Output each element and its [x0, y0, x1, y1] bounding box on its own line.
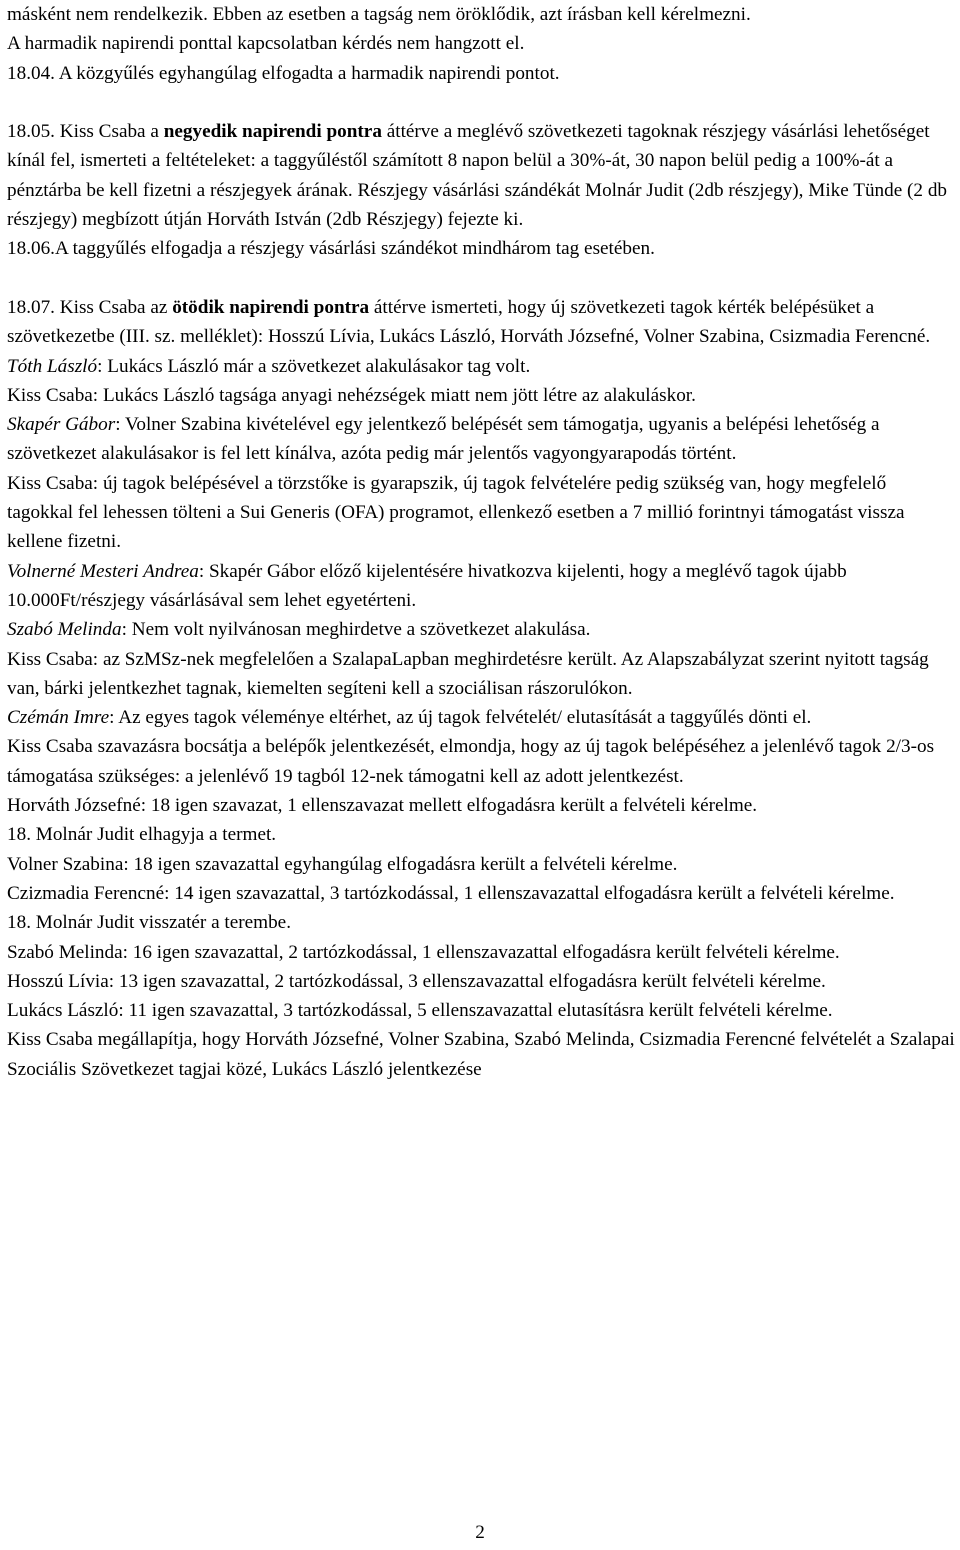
- text-run: 18.07. Kiss Csaba az: [7, 296, 173, 318]
- paragraph: [7, 850, 955, 879]
- paragraph: [7, 645, 955, 704]
- text-run: 18. Molnár Judit elhagyja a termet.: [7, 824, 277, 846]
- paragraph: [7, 352, 955, 381]
- text-run: másként nem rendelkezik. Ebben az esetben a tagság nem öröklődik, azt írásban kell kérelmezni.: [7, 4, 751, 25]
- page-number: 2: [475, 1522, 485, 1543]
- paragraph: [7, 381, 955, 410]
- text-run: : Skapér Gábor előző kijelentésére hivatkozva kijelenti, hogy a meglévő tagok újabb 10.000Ft/részjegy vásárlásával sem lehet egyetérteni.: [7, 560, 847, 611]
- text-run: Kiss Csaba szavazásra bocsátja a belépők jelentkezését, elmondja, hogy az új tagok belépéséhez a jelenlévő tagok 2/3-os támogatása szükséges: a jelenlévő 19 tagból 12-nek támogatni kell az adott jelentkezést.: [7, 736, 935, 787]
- text-run: : Lukács László már a szövetkezet alakulásakor tag volt.: [97, 355, 531, 377]
- text-run: Lukács László: 11 igen szavazattal, 3 tartózkodással, 5 ellenszavazattal elutasításra került felvételi kérelme.: [7, 1000, 833, 1022]
- text-run: Kiss Csaba: Lukács László tagsága anyagi nehézségek miatt nem jött létre az alakuláskor.: [7, 384, 696, 406]
- paragraph: [7, 1025, 955, 1084]
- paragraph: [7, 938, 955, 967]
- paragraph: [7, 234, 955, 263]
- paragraph: [7, 117, 955, 234]
- text-run: Hosszú Lívia: 13 igen szavazattal, 2 tartózkodással, 3 ellenszavazattal elfogadásra került felvételi kérelme.: [7, 970, 826, 992]
- paragraph: [7, 59, 955, 88]
- paragraph: [7, 732, 955, 791]
- text-run: 18.05. Kiss Csaba a: [7, 121, 164, 143]
- paragraph: [7, 967, 955, 996]
- text-run: A harmadik napirendi ponttal kapcsolatban kérdés nem hangzott el.: [7, 33, 525, 55]
- speaker-name: Volnerné Mesteri Andrea: [7, 560, 199, 582]
- paragraph: [7, 615, 955, 644]
- bold-text: negyedik napirendi pontra: [163, 121, 382, 143]
- paragraph: [7, 0, 955, 29]
- text-run: 18.04. A közgyűlés egyhangúlag elfogadta a harmadik napirendi pontot.: [7, 62, 560, 84]
- paragraph: [7, 703, 955, 732]
- speaker-name: Szabó Melinda: [7, 619, 122, 641]
- speaker-name: Czémán Imre: [7, 707, 110, 729]
- text-run: : Nem volt nyilvánosan meghirdetve a szövetkezet alakulása.: [121, 619, 591, 641]
- paragraph: [7, 791, 955, 820]
- text-run: : Volner Szabina kivételével egy jelentkező belépését sem támogatja, ugyanis a belépési lehetőség a szövetkezet alakulásakor is fel lett kínálva, azóta pedig már jelentős vagyongyarapodás történt.: [7, 414, 880, 465]
- paragraph: [7, 29, 955, 58]
- text-run: áttérve ismerteti, hogy új szövetkezeti tagok kérték belépésüket a szövetkezetbe (III. sz. melléklet): Hosszú Lívia, Lukács László, Horváth Józsefné, Volner Szabina, Csizmadia Ferencné.: [7, 296, 931, 348]
- blank-line: [7, 88, 955, 117]
- text-run: áttérve a meglévő szövetkezeti tagoknak részjegy vásárlási lehetőséget kínál fel, ismerteti a feltételeket: a taggyűléstől számított 8 napon belül a 30%-át, 30 napon belül pedig a 100%-át a pénztárba be kell fizetni a részjegyek árának. Részjegy vásárlási szándékát Molnár Judit (2db részjegy), Mike Tünde (2 db részjegy) megbízott útján Horváth István (2db Részjegy) fejezte ki.: [7, 121, 948, 231]
- text-run: Volner Szabina: 18 igen szavazattal egyhangúlag elfogadásra került a felvételi kérelme.: [7, 853, 678, 875]
- speaker-name: Tóth László: [7, 355, 98, 377]
- text-run: Kiss Csaba: az SzMSz-nek megfelelően a SzalapaLapban meghirdetésre került. Az Alapszabályzat szerint nyitott tagság van, bárki jelentkezhet tagnak, kiemelten segíteni kell a szociálisan rászorulókon.: [7, 648, 929, 699]
- paragraph: [7, 908, 955, 937]
- paragraph: [7, 996, 955, 1025]
- speaker-name: Skapér Gábor: [7, 414, 116, 436]
- paragraph: [7, 410, 955, 469]
- paragraph: [7, 469, 955, 557]
- paragraph: [7, 820, 955, 849]
- text-run: 18.06.A taggyűlés elfogadja a részjegy vásárlási szándékot mindhárom tag esetében.: [7, 238, 655, 260]
- text-run: Kiss Csaba: új tagok belépésével a törzstőke is gyarapszik, új tagok felvételére pedig szükség van, hogy megfelelő tagokkal fel lehessen tölteni a Sui Generis (OFA) programot, ellenkező esetben a 7 millió forintnyi támogatást vissza kellene fizetni.: [7, 472, 905, 553]
- paragraph: [7, 293, 955, 352]
- blank-line: [7, 264, 955, 293]
- text-run: Szabó Melinda: 16 igen szavazattal, 2 tartózkodással, 1 ellenszavazattal elfogadásra került felvételi kérelme.: [7, 941, 840, 963]
- text-run: 18. Molnár Judit visszatér a terembe.: [7, 912, 291, 934]
- text-run: Horváth Józsefné: 18 igen szavazat, 1 ellenszavazat mellett elfogadásra került a felvételi kérelme.: [7, 795, 758, 817]
- paragraph: [7, 879, 955, 908]
- document-body: [7, 0, 955, 1084]
- text-run: Czizmadia Ferencné: 14 igen szavazattal, 3 tartózkodással, 1 ellenszavazattal elfogadásra került a felvételi kérelme.: [7, 882, 895, 904]
- text-run: Kiss Csaba megállapítja, hogy Horváth Józsefné, Volner Szabina, Szabó Melinda, Csizmadia Ferencné felvételét a Szalapai Szociális Szövetkezet tagjai közé, Lukács László jelentkezése: [7, 1029, 955, 1080]
- text-run: : Az egyes tagok véleménye eltérhet, az új tagok felvételét/ elutasítását a taggyűlés dönti el.: [109, 707, 812, 729]
- bold-text: ötödik napirendi pontra: [172, 296, 370, 318]
- paragraph: [7, 557, 955, 616]
